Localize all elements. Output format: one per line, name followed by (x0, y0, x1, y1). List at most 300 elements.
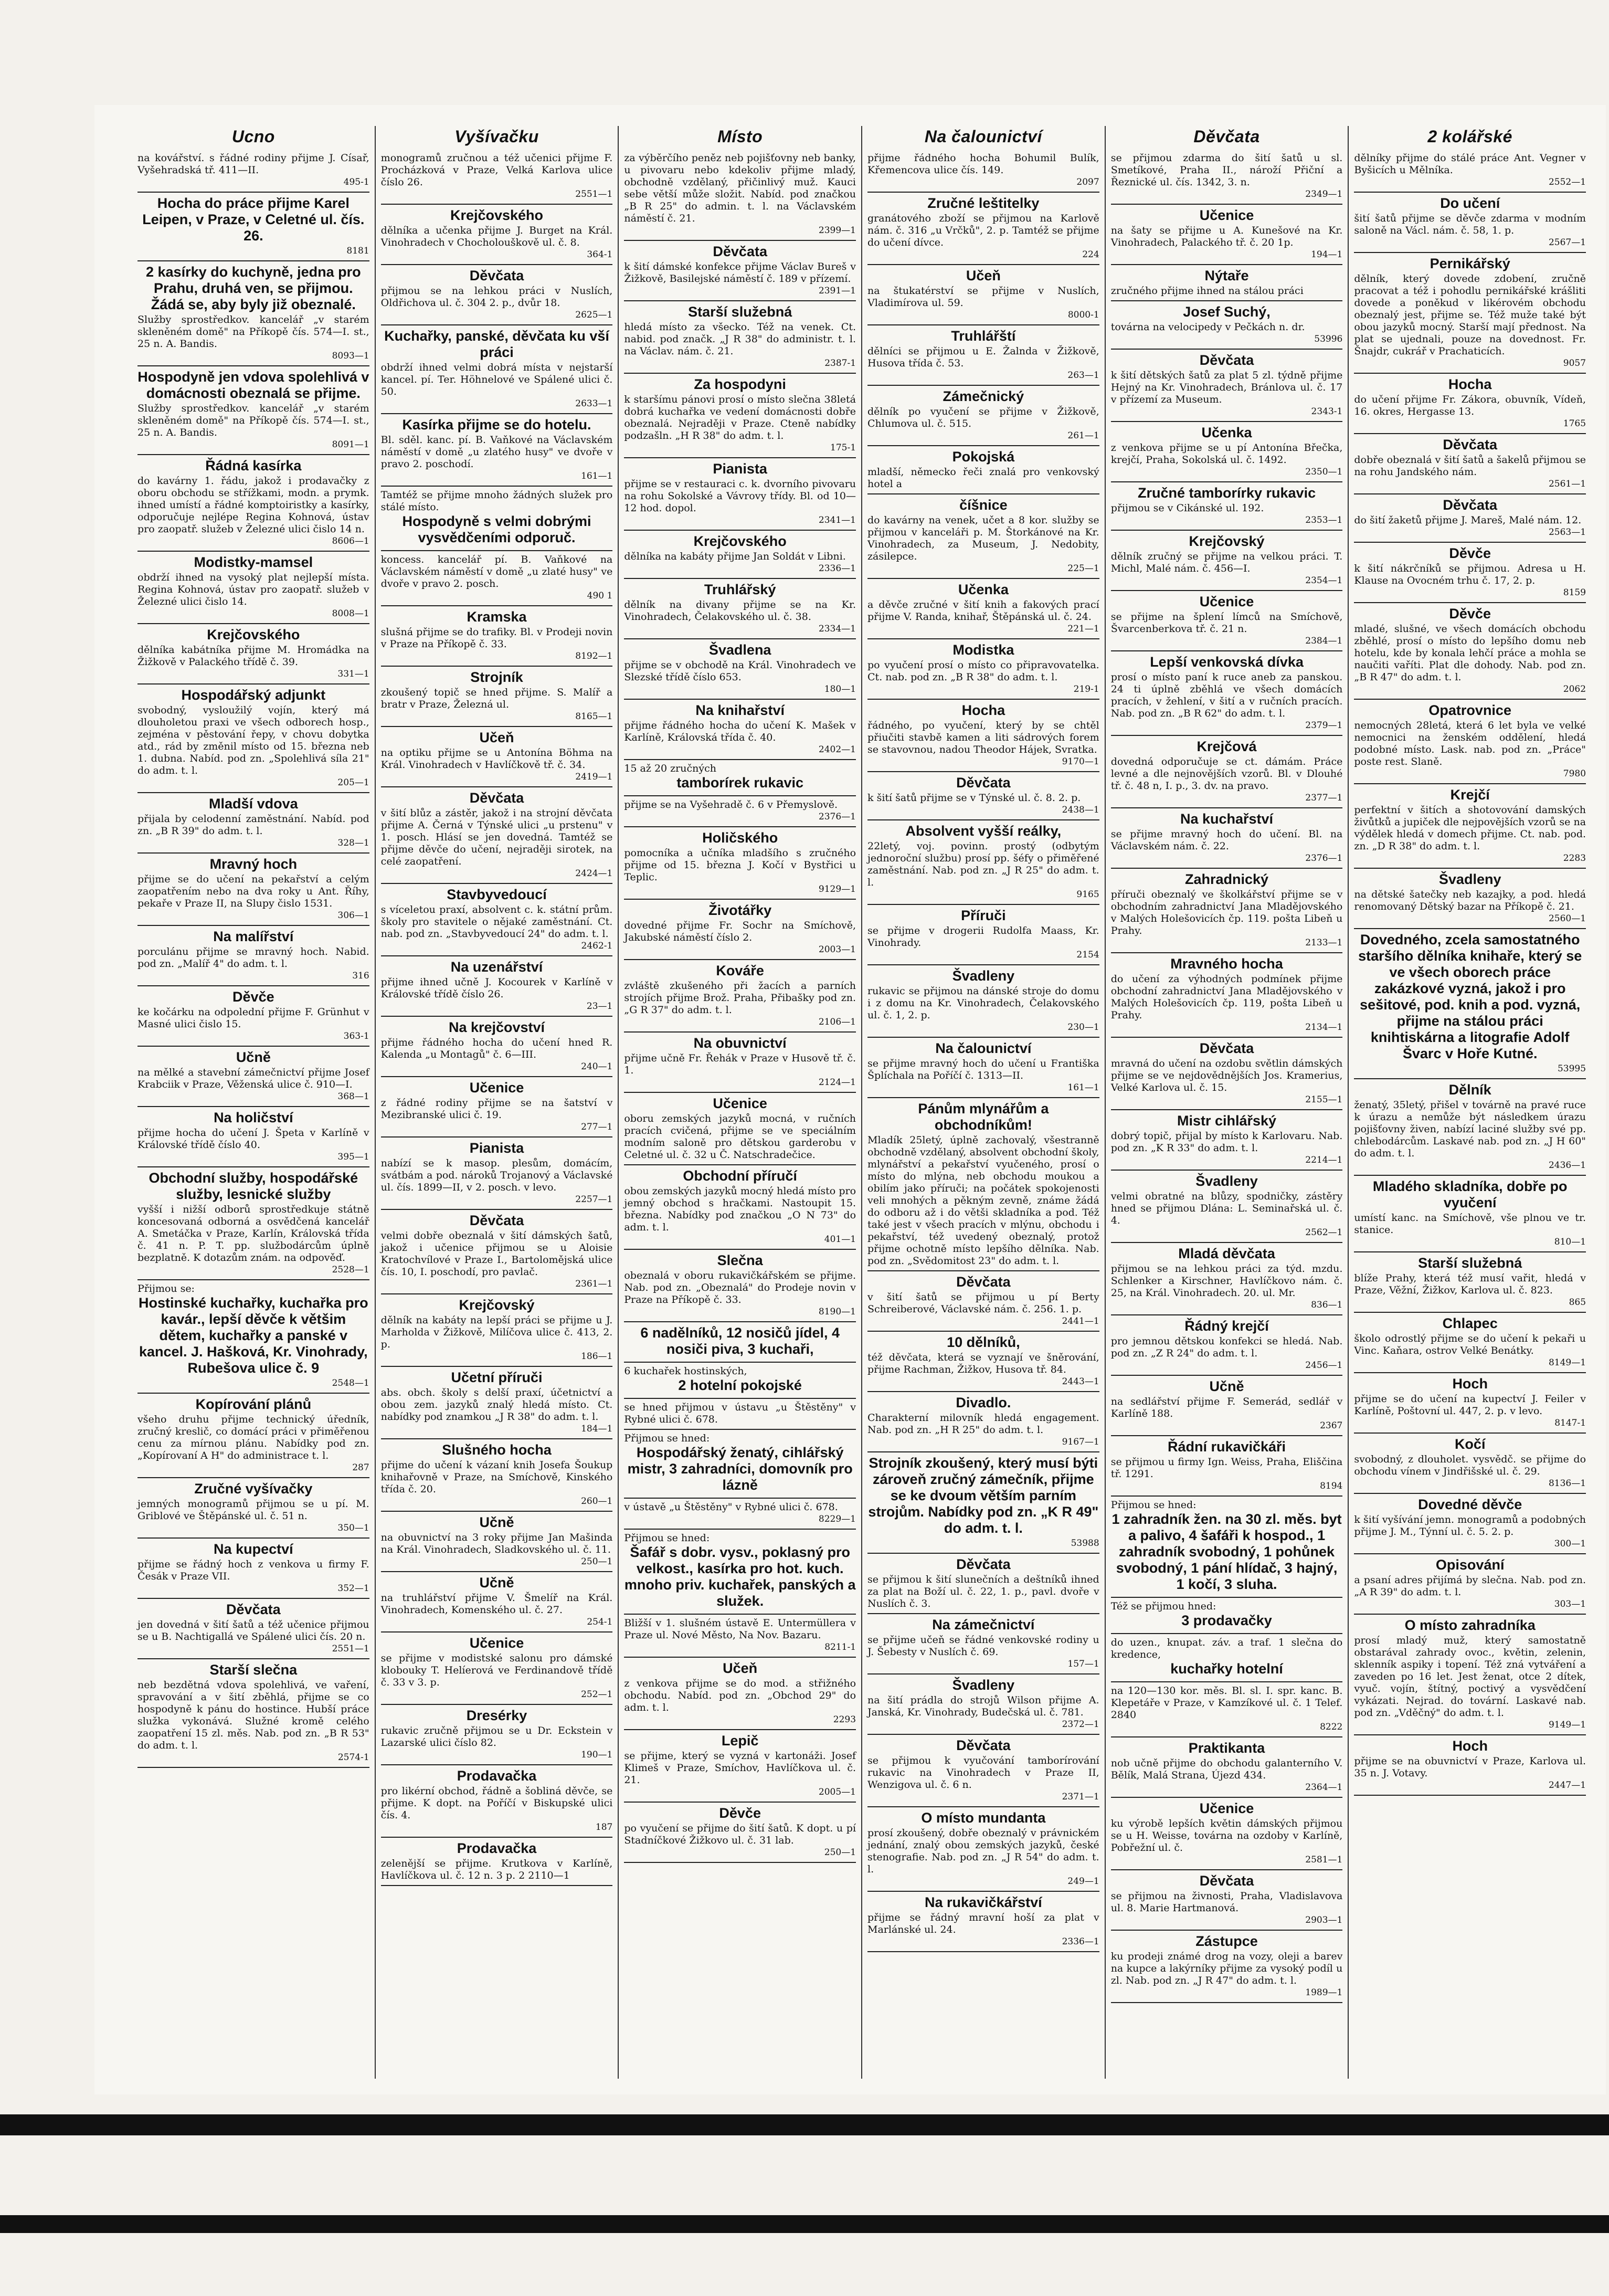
classified-ad (1111, 1110, 1343, 1171)
ad-reference-number: 2567—1 (1548, 237, 1586, 248)
ad-reference-number: 2552—1 (1548, 177, 1586, 187)
classified-ad (624, 301, 856, 374)
ad-body-text: a děvče zručné v šití knih a fakových prací přijme V. Randa, knihař, Štěpánská ul. č. 24. (867, 599, 1099, 623)
ad-heading: Obchodní služby, hospodářské služby, lesnické služby (149, 1170, 358, 1202)
ad-body-text: se přijmou na živnosti, Praha, Vladislavova ul. 8. Marie Hartmanová. (1110, 1890, 1343, 1914)
ad-reference-number: 250—1 (581, 1556, 613, 1567)
ad-reference-number: 8229—1 (818, 1514, 856, 1524)
classified-ad (381, 727, 613, 787)
ad-heading: Švadleny (952, 1677, 1015, 1693)
column-heading: Děvčata (1193, 127, 1260, 146)
ad-heading: Učeň (723, 1660, 758, 1676)
ad-reference-number: 250—1 (824, 1847, 856, 1858)
classified-ad (381, 150, 613, 205)
ad-reference-number: 9170—1 (1062, 756, 1099, 767)
ad-reference-number: 53988 (1071, 1538, 1099, 1549)
ad-reference-number: 2134—1 (1305, 1022, 1343, 1033)
ad-reference-number: 836—1 (1311, 1300, 1343, 1310)
ad-reference-number: 277—1 (581, 1122, 613, 1132)
classified-ad (1111, 301, 1343, 350)
ad-column-4 (861, 126, 1105, 2079)
ad-body-text: řádného, po vyučení, který by se chtěl přiučiti stavbě kamen a liti sádrových forem se stavovnou, nadou Theodor Hájek, Svratka. (867, 720, 1099, 755)
ad-body-text: přijala by celodenní zaměstnání. Nabíd. pod zn. „B R 39" do adm. t. l. (137, 813, 369, 837)
ad-heading: Učenice (469, 1080, 524, 1096)
ad-reference-number: 2155—1 (1305, 1094, 1343, 1105)
classified-ad (1111, 1682, 1343, 1737)
ad-reference-number: 2336—1 (818, 563, 856, 574)
ad-reference-number: 2391—1 (818, 286, 856, 296)
ad-body-text: rukavic zručně přijmou se u Dr. Eckstein v Lazarské ulici číslo 82. (380, 1725, 613, 1749)
classified-ad (867, 494, 1099, 579)
ad-heading: Mistr cihlářský (1177, 1113, 1277, 1129)
ad-body-text: v ústavě „u Štěstěny" v Rybné ulici č. 678. (624, 1501, 838, 1513)
classified-ad (1354, 494, 1586, 543)
ad-heading: Zručné tamborírky rukavic (1137, 485, 1316, 501)
ad-heading: Krejčovského (693, 533, 787, 549)
ad-body-text: přijme řádného hocha Bohumil Bulík, Křemencova ulice čís. 149. (867, 152, 1099, 176)
ad-body-text: s víceletou praxí, absolvent c. k. státní prům. školy pro stavitele o nějaké zaměstnání. Ct. nab. pod zn. „Stavbyvedoucí 24" do adm. t. l. (380, 904, 613, 940)
ad-body-text: na optiku přijme se u Antonína Böhma na Král. Vinohradech v Havlíčkově tř. č. 34. (380, 747, 613, 771)
classified-ad (624, 900, 856, 960)
ad-body-text: dělník, který dovede zdobení, zručně pracovat a též i pohodlu pernikářské krášliti dovede a poněkud v likérovém obchodu obeznalý jest, přijme se. Též muže také být obou jazyků mocný. Starší mají přednost. Na plat se ujednali, pouze na dovednost. Fr. Šnajdr, cukrář v Prachaticích. (1354, 273, 1586, 357)
classified-ad (381, 487, 613, 551)
ad-heading: Na kuchařství (1180, 811, 1274, 827)
ad-reference-number: 2399—1 (818, 225, 856, 236)
ad-body-text: na obuvnictví na 3 roky přijme Jan Mašinda na Král. Vinohradech, Sladkovského ul. č. 11. (380, 1532, 613, 1555)
classified-ad (1111, 1798, 1343, 1870)
classified-ad (381, 414, 613, 487)
ad-heading: Děvčata (713, 244, 767, 259)
ad-reference-number: 2003—1 (818, 944, 856, 955)
ad-reference-number: 2438—1 (1062, 805, 1099, 815)
classified-ad (624, 579, 856, 639)
classified-ad (624, 700, 856, 760)
ad-body-text: na šití prádla do strojů Wilson přijme A. Janská, Kr. Vinohrady, Budečská ul. č. 781. (867, 1694, 1099, 1718)
classified-ad (867, 1614, 1099, 1674)
ad-heading: Modistka (952, 642, 1014, 658)
ad-heading: Švadleny (1438, 871, 1501, 887)
ad-heading: 10 dělníků, (947, 1334, 1020, 1350)
ad-reference-number: 2371—1 (1062, 1792, 1099, 1802)
ad-body-text: k šití šatů přijme se v Týnské ul. č. 8. 2. p. (867, 792, 1081, 804)
ad-column-5 (1105, 126, 1348, 2079)
ad-heading: Řádný krejčí (1184, 1318, 1269, 1334)
ad-body-text: 22letý, voj. povinn. prostý (odbytým jednoroční službu) prosí pp. šéfy o přiměřené zaměstnání. Nab. pod zn. „J R 25" do adm. t. l. (867, 840, 1099, 888)
ad-reference-number: 252—1 (581, 1689, 613, 1700)
ad-heading: Josef Suchý, (1183, 304, 1271, 320)
classified-ad (1354, 1079, 1586, 1176)
ad-body-text: dobrý topič, přijal by místo k Karlovaru. Nab. pod zn. „K R 33" do adm. t. l. (1110, 1130, 1343, 1154)
ad-body-text: se přijmou zdarma do šití šatů u sl. Smetíkové, Praha II., nároží Přiční a Řeznické ul. čís. 1342, 3. n. (1110, 152, 1343, 188)
ad-reference-number: 331—1 (337, 669, 369, 679)
ad-reference-number: 53996 (1314, 334, 1343, 344)
ad-reference-number: 186—1 (581, 1351, 613, 1362)
ad-body-text: obdrží ihned velmi dobrá místa v nejstarší kancel. pí. Ter. Höhnelové ve Spálené ulici č. 50. (380, 362, 613, 397)
ad-body-text: monogramů zručnou a též učenici přijme F. Procházková v Praze, Velká Karlova ulice číslo 26. (380, 152, 613, 188)
ad-heading: Krejčovského (450, 207, 544, 223)
ad-heading: Zástupce (1195, 1933, 1258, 1949)
classified-ad (137, 1478, 369, 1539)
ad-body-text: do učení za výhodných podmínek přijme obchodní zahradnictví Jana Mladějovského v Malých Holešovicích čp. 119, pošta Libeň u Prahy. (1110, 973, 1343, 1021)
ad-heading: Učně (1209, 1378, 1244, 1394)
ad-reference-number: 2443—1 (1062, 1376, 1099, 1387)
ad-reference-number: 2367 (1320, 1420, 1343, 1431)
ad-heading: Pánům mlynářům a obchodníkům! (918, 1101, 1049, 1133)
ad-reference-number: 2257—1 (575, 1194, 613, 1205)
classified-ad (867, 1392, 1099, 1452)
ad-reference-number: 328—1 (337, 838, 369, 848)
ad-body-text: svobodný, z dlouholet. vysvědč. se přijme do obchodu vínem v Jindřišské ul. č. 29. (1354, 1454, 1586, 1477)
ad-heading: kuchařky hotelní (1170, 1661, 1283, 1677)
ad-lead-text: Též se přijmou hned: (1110, 1600, 1216, 1612)
ad-lead-text: 6 kuchařek hostinských, (624, 1365, 747, 1377)
ad-reference-number: 230—1 (1067, 1022, 1099, 1033)
ad-reference-number: 8190—1 (818, 1307, 856, 1317)
ad-heading: Obchodní příručí (683, 1168, 797, 1184)
classified-ad (1111, 808, 1343, 869)
ad-heading: Lepič (721, 1733, 759, 1749)
ad-heading: tamborírek rukavic (676, 775, 803, 791)
ad-reference-number: 2097 (1076, 177, 1099, 187)
ad-column-1 (132, 126, 375, 2079)
ad-heading: Kasírka přijme se do hotelu. (402, 417, 591, 433)
ad-reference-number: 2353—1 (1305, 515, 1343, 525)
ad-body-text: k šití dětských šatů za plat 5 zl. týdně přijme Hejný na Kr. Vinohradech, Bránlova ul. č. 17 v přízemí za Museum. (1110, 370, 1343, 405)
ad-reference-number: 7980 (1563, 768, 1586, 779)
classified-ad (1354, 1252, 1586, 1313)
ad-body-text: do učení přijme Fr. Zákora, obuvník, Vídeň, 16. okres, Hergasse 13. (1354, 394, 1586, 417)
ad-heading: Kočí (1454, 1436, 1486, 1452)
ad-reference-number: 2283 (1563, 853, 1586, 863)
ad-heading: Švadleny (1195, 1173, 1258, 1189)
ad-reference-number: 8159 (1563, 587, 1586, 598)
ad-reference-number: 224 (1082, 249, 1099, 260)
ad-body-text: abs. obch. školy s delší praxí, účetnictví a obou zem. jazyků znalý hledá místo. Ct. nabídky pod znamkou „J R 38" do adm. t. l. (380, 1387, 613, 1423)
ad-heading: 6 nadělníků, 12 nosičů jídel, 4 nosiči piva, 3 kuchaři, (640, 1325, 840, 1357)
classified-ad (867, 1554, 1099, 1614)
scan-edge-bar (0, 2114, 1609, 2135)
ad-reference-number: 9149—1 (1548, 1720, 1586, 1730)
ad-body-text: přijme se v restauraci c. k. dvorního pivovaru na rohu Sokolské a Vávrovy třídy. Bl. od 10—12 hod. dopol. (624, 478, 856, 514)
ad-body-text: Bl. sděl. kanc. pí. B. Vaňkové na Václavském náměstí v domě „u zlatého husy" ve dvoře v pravo 2. poschodí. (380, 434, 613, 470)
ad-body-text: na štukatérství se přijme v Nuslích, Vladimírova ul. 59. (867, 285, 1099, 309)
classified-ad (1354, 784, 1586, 869)
classified-ad (1111, 150, 1343, 205)
ad-body-text: dělník na divany přijme se na Kr. Vinohradech, Čelakovského ul. č. 38. (624, 599, 856, 623)
ad-body-text: přijme řádného hocha do učení K. Mašek v Karlíně, Královská třída č. 40. (624, 720, 856, 743)
ad-heading: Mravný hoch (209, 856, 298, 872)
ad-body-text: po vyučení se přijme do šití šatů. K dopt. u pí Stadníčkové Žižkovo ul. č. 31 lab. (624, 1823, 856, 1846)
ad-reference-number: 8149—1 (1548, 1357, 1586, 1368)
ad-body-text: umístí kanc. na Smíchově, vše plnou ve tr. stanice. (1354, 1212, 1586, 1236)
classified-ad (624, 960, 856, 1033)
ad-body-text: se přijme učeň se řádné venkovské rodiny u J. Šebesty v Nuslích č. 69. (867, 1634, 1099, 1658)
ad-heading: Zručné leštitelky (927, 195, 1040, 211)
ad-body-text: mravná do učení na ozdobu světlin dámských přijme se ve nejdovědnějších Jos. Kramerius, Velké Karlova ul. č. 15. (1110, 1058, 1343, 1093)
ad-reference-number: 2574-1 (337, 1752, 369, 1763)
ad-reference-number: 2214—1 (1305, 1155, 1343, 1165)
ad-heading: Kopírování plánů (195, 1396, 312, 1412)
ad-heading: Na malířství (213, 929, 294, 944)
ad-body-text: ke kočárku na odpolední přijme F. Grünhut v Masné ulici čislo 15. (137, 1006, 369, 1030)
ad-heading: Praktikanta (1188, 1740, 1265, 1756)
classified-ad (137, 854, 369, 926)
classified-ad (1111, 1634, 1343, 1682)
ad-reference-number: 2372—1 (1062, 1719, 1099, 1730)
classified-ad (137, 366, 369, 455)
ad-body-text: Bližší v 1. slušném ústavě E. Untermüllera v Praze ul. Nové Město, Na Nov. Bazaru. (624, 1617, 856, 1641)
classified-ad (867, 193, 1099, 265)
ad-reference-number: 2005—1 (818, 1787, 856, 1797)
scan-edge-bar-lower (0, 2215, 1609, 2233)
ad-body-text: na sedlářství přijme F. Semerád, sedlář v Karlíně 188. (1110, 1396, 1343, 1419)
ad-reference-number: 2124—1 (818, 1077, 856, 1088)
classified-ad (867, 1735, 1099, 1807)
classified-ad (381, 1439, 613, 1512)
ad-body-text: přijme ihned učně J. Kocourek v Karlíně v Královské třídě číslo 26. (380, 976, 613, 1000)
ad-heading: Děvčata (956, 775, 1011, 791)
classified-ad (1354, 434, 1586, 494)
classified-ad (624, 1499, 856, 1530)
classified-ad (137, 926, 369, 986)
ad-heading: Modistky-mamsel (194, 554, 313, 570)
classified-ad (137, 624, 369, 684)
classified-ad (867, 772, 1099, 820)
ad-heading: Děvče (1449, 606, 1491, 622)
ad-body-text: k staršímu pánovi prosí o místo slečna 38letá dobrá kuchařka ve vedení domácnosti dobře obeznalá. Nejraději v Praze. Cteně nabídky podzašln. „H R 38" do adm. t. l. (624, 394, 856, 441)
ad-reference-number: 175-1 (830, 443, 856, 453)
ad-reference-number: 2903—1 (1305, 1915, 1343, 1925)
ad-body-text: nob učně přijme do obchodu galanterního V. Bělík, Malá Strana, Újezd 434. (1110, 1757, 1343, 1781)
classified-ad (624, 639, 856, 700)
ad-heading: O místo mundanta (921, 1810, 1046, 1826)
classified-ad (381, 1077, 613, 1138)
classified-ad (624, 374, 856, 458)
classified-ad (381, 1294, 613, 1367)
classified-ad (381, 265, 613, 325)
ad-body-text: k šití dámské konfekce přijme Václav Bureš v Žižkově, Basilejské náměstí č. 189 v přízemí. (624, 261, 856, 285)
ad-reference-number: 8165—1 (575, 711, 613, 722)
classified-ad (624, 458, 856, 531)
ad-body-text: ku prodeji známé drog na vozy, oleji a barev na kupce a lakýrníky přijme za vysoký podíl u zl. Nab. pod zn. „J R 47" do adm. t. l. (1110, 1951, 1343, 1986)
ad-heading: Na krejčovství (448, 1019, 545, 1035)
ad-reference-number: 9057 (1563, 358, 1586, 368)
ad-heading: Pianista (713, 461, 767, 477)
ad-heading: 1 zahradník žen. na 30 zl. měs. byt a palivo, 4 šafáři k hospod., 1 zahradník svobodný, 1 pohůnek svobodný, 1 pání hlídač, 3 hajný, 1 kočí, 3 sluha. (1112, 1511, 1342, 1592)
ad-reference-number: 2350—1 (1305, 467, 1343, 477)
ad-reference-number: 254-1 (587, 1617, 613, 1627)
classified-ad (624, 1803, 856, 1863)
ad-body-text: k šití nákrčníků se přijmou. Adresa u H. Klause na Ovocném trhu č. 17, 2. p. (1354, 563, 1586, 586)
ad-reference-number: 352—1 (337, 1583, 369, 1594)
classified-ad (381, 1512, 613, 1572)
ad-body-text: přijme se do učení na pekařství a celým zaopatřením nebo na dva roky u Ant. Říhy, pekaře v Praze II, na Slupy čislo 1531. (137, 873, 369, 909)
ad-reference-number: 161—1 (581, 471, 613, 481)
ad-body-text: se přijme, který se vyzná v kartonáži. Josef Klimeš v Praze, Smíchov, Havlíčkova ul. č. 21. (624, 1750, 856, 1786)
ad-reference-number: 53995 (1557, 1063, 1586, 1074)
ad-lead-text: 15 až 20 zručných (624, 763, 716, 774)
ad-heading: Na rukavičkářství (925, 1894, 1042, 1910)
ad-body-text: zvláště zkušeného při žacích a parních strojích přijme Brož. Praha, Přibašky pod zn. „G R 37" do adm. t. l. (624, 980, 856, 1016)
ad-reference-number: 2349—1 (1305, 189, 1343, 199)
ad-heading: 3 prodavačky (1181, 1613, 1272, 1628)
ad-heading: Učenice (1199, 594, 1254, 609)
ad-heading: Děvčata (1443, 437, 1497, 452)
classified-ad (381, 325, 613, 414)
ad-body-text: prosí o místo paní k ruce aneb za panskou. 24 ti úplně zběhlá ve všech domácích pracích, v žehlení, v šití a v ručních pracích. Nab. pod zn. „B R 62" do adm. t. l. (1110, 671, 1343, 719)
column-heading: 2 kolářské (1427, 127, 1512, 146)
classified-ad (867, 150, 1099, 193)
classified-ad (1111, 531, 1343, 591)
classified-ad (624, 1322, 856, 1363)
classified-ad (1354, 374, 1586, 434)
ad-reference-number: 2343-1 (1311, 406, 1343, 417)
ad-reference-number: 2528—1 (332, 1265, 369, 1275)
ad-body-text: na kovářství. s řádné rodiny přijme J. Císař, Vyšehradská tř. 411—II. (137, 152, 369, 176)
ad-heading: Hoch (1452, 1376, 1488, 1392)
ad-body-text: všeho druhu přijme technický úředník, zručný kreslič, co domácí práci v přiměřenou cenu za mírnou plánu. Nabídky pod zn. „Kopírovaní A H" do administrace t. l. (137, 1414, 369, 1461)
ad-heading: Děvče (232, 989, 274, 1005)
ad-heading: O místo zahradníka (1404, 1617, 1536, 1633)
ad-reference-number: 221—1 (1067, 624, 1099, 634)
ad-reference-number: 368—1 (337, 1091, 369, 1102)
classified-ad (1354, 253, 1586, 374)
ad-heading: Pernikářský (1430, 256, 1510, 271)
classified-ad (624, 1658, 856, 1730)
ad-reference-number: 401—1 (824, 1234, 856, 1245)
ad-reference-number: 2625—1 (575, 310, 613, 320)
ad-heading: Krejčovský (1189, 533, 1265, 549)
ad-heading: Mravného hocha (1170, 956, 1283, 972)
ad-heading: Na kupectví (214, 1541, 293, 1557)
ad-reference-number: 2341—1 (818, 515, 856, 525)
ad-heading: Hocha (1448, 376, 1492, 392)
ad-body-text: v šití blůz a zástěr, jakož i na strojní děvčata přijme A. Černá v Týnské ulici „u prstenu" v 1. posch. Hlásí se jen dovedná. Tamtéž se přijme děvče do učení, nejraději sirotek, na celé zaopatření. (380, 807, 613, 867)
ad-heading: Prodavačka (457, 1768, 537, 1784)
ad-reference-number: 184—1 (581, 1424, 613, 1434)
classified-ad (137, 684, 369, 793)
ad-body-text: jen dovedná v šití šatů a též učenice přijmou se u B. Nachtigallá ve Spálené ulici čís. 20 n. (137, 1619, 369, 1642)
ad-body-text: na mělké a stavební zámečnictví přijme Josef Krabciik v Praze, Věženská ulice č. 910—I. (137, 1067, 369, 1090)
classified-ad (381, 1017, 613, 1077)
classified-ad (624, 1165, 856, 1250)
ad-body-text: do kavárny na venek, učet a 8 kor. služby se přijmou v kanceláři p. M. Štorkánové na Kr. Vinohradech, za Museum, J. Nedobity, zásilepce. (867, 514, 1099, 562)
ad-heading: Děvčata (226, 1602, 281, 1617)
ad-body-text: dělníka na kabáty přijme Jan Soldát v Libni. (624, 551, 846, 562)
ad-body-text: dobře obeznalá v šití šatů a šakelů přijmou se na rohu Jandského nám. (1354, 454, 1586, 478)
ad-reference-number: 2293 (833, 1714, 856, 1725)
ad-reference-number: 2361—1 (575, 1279, 613, 1289)
ad-lead-text: Přijmou se hned: (1110, 1499, 1197, 1511)
ad-heading: Hospodářský adjunkt (181, 687, 326, 703)
ad-body-text: dělníci se přijmou u E. Žalnda v Žižkově, Husova třída č. 53. (867, 345, 1099, 369)
ad-heading: Kováře (716, 963, 764, 978)
ad-heading: Starší služebná (688, 304, 792, 320)
ad-heading: Mladá děvčata (1178, 1246, 1275, 1261)
ad-lead-text: do uzen., knupat. záv. a traf. 1 slečna do kredence, (1110, 1637, 1343, 1660)
ad-reference-number: 2354—1 (1305, 575, 1343, 586)
ad-reference-number: 8222 (1320, 1722, 1343, 1732)
classified-ad (624, 241, 856, 301)
ad-heading: Divadlo. (956, 1395, 1011, 1410)
ad-reference-number: 8211-1 (824, 1642, 856, 1652)
ad-body-text: a psaní adres přijímá by slečna. Nab. pod zn. „A R 39" do adm. t. l. (1354, 1574, 1586, 1598)
ad-body-text: prosí zkoušený, dobře obeznalý v právnickém jednání, znalý obou zemských jazyků, české stenografie. Nab. pod zn. „J R 54" do adm. t. l. (867, 1827, 1099, 1875)
ad-reference-number: 8136—1 (1548, 1478, 1586, 1489)
ad-heading: Učně (236, 1049, 271, 1065)
classified-ad (1354, 869, 1586, 929)
ad-reference-number: 180—1 (824, 684, 856, 694)
ad-heading: Starší slečna (209, 1662, 298, 1678)
ad-heading: Děvčata (1199, 1873, 1254, 1889)
ad-reference-number: 8091—1 (332, 439, 369, 450)
ad-heading: Děvčata (469, 268, 524, 283)
ad-reference-number: 260—1 (581, 1496, 613, 1507)
ad-body-text: k šití vyšívání jemn. monogramů a podobných přijme J. M., Týnní ul. č. 5. 2. p. (1354, 1514, 1586, 1537)
ad-heading: Učeň (966, 268, 1001, 283)
classified-ad (1111, 482, 1343, 531)
ad-body-text: z venkova přijme se u pí Antonína Břečka, krejčí, Praha, Sokolská ul. č. 1492. (1110, 442, 1343, 466)
ad-heading: Za hospodyni (694, 376, 786, 392)
ad-column-3 (618, 126, 861, 2079)
classified-ad (1354, 543, 1586, 603)
ad-column-2 (375, 126, 618, 2079)
ad-body-text: nemocných 28letá, která 6 let byla ve velké nemocnici na ženském oddělení, hledá podobné místo. Lask. nab. pod zn. „Práce" poste rest. Slaně. (1354, 720, 1586, 767)
ad-heading: Děvčata (469, 790, 524, 806)
classified-ad (867, 820, 1099, 905)
ad-body-text: přijme se v obchodě na Král. Vinohradech ve Slezské třídě číslo 653. (624, 659, 856, 683)
classified-ad (1111, 350, 1343, 422)
ad-heading: Hocha do práce přijme Karel Leipen, v Praze, v Celetné ul. čís. 26. (142, 195, 365, 244)
classified-ad (867, 265, 1099, 325)
ad-body-text: dovedné přijme Fr. Sochr na Smíchově, Jakubské náměstí číslo 2. (624, 920, 856, 943)
ad-heading: Dělník (1448, 1082, 1491, 1098)
ad-heading: Lepší venkovská dívka (1150, 654, 1304, 670)
ad-reference-number: 316 (352, 971, 369, 981)
ad-heading: Učně (479, 1514, 514, 1530)
ad-body-text: Služby sprostředkov. kancelář „v starém skleněném domě" na Příkopě čís. 574—I. st., 25 n. A. Bandis. (137, 314, 369, 350)
ad-body-text: velmi obratné na blůzy, spodničky, zástěry hned se přijmou Dlána: L. Seminařská ul. č. 4. (1110, 1191, 1343, 1226)
ad-body-text: též děvčata, která se vyznají ve šněrování, přijme Rachman, Žižkov, Husova tř. 84. (867, 1352, 1099, 1375)
ad-heading: Dovedné děvče (1418, 1497, 1522, 1512)
ad-reference-number: 2376—1 (818, 812, 856, 822)
ad-reference-number: 2106—1 (818, 1017, 856, 1027)
classified-ad (1354, 1615, 1586, 1735)
ad-reference-number: 364-1 (587, 249, 613, 260)
ad-heading: Pianista (469, 1140, 524, 1156)
ad-heading: Pokojská (952, 449, 1015, 465)
ad-body-text: zručného přijme ihned na stálou práci (1110, 285, 1304, 297)
ad-body-text: přijme se na Vyšehradě č. 6 v Přemyslově. (624, 799, 838, 810)
classified-ad (624, 1615, 856, 1658)
ad-body-text: mladé, slušné, ve všech domácích obchodu zběhlé, prosí o místo do lepšího domu neb hotelu, kde by konala lehčí práce a mohla se naučiti vaříti. Plat dle dohody. Nab. pod zn. „B R 47" do adm. t. l. (1354, 623, 1586, 683)
column-heading: Vyšívačku (454, 127, 539, 146)
classified-ad (381, 1765, 613, 1838)
ad-heading: Hospodyně jen vdova spolehlivá v domácnosti obeznalá se přijme. (137, 369, 369, 401)
ad-reference-number: 157—1 (1067, 1659, 1099, 1669)
ad-heading: Hoch (1452, 1738, 1488, 1754)
ad-body-text: přijme se řádný hoch z venkova u firmy F. Česák v Praze VII. (137, 1558, 369, 1582)
ad-reference-number: 8147-1 (1554, 1418, 1586, 1428)
ad-reference-number: 219-1 (1073, 684, 1099, 694)
classified-ad (1111, 736, 1343, 808)
ad-heading: Absolvent vyšší reálky, (905, 823, 1062, 839)
classified-ad (624, 1033, 856, 1093)
classified-ad (1354, 150, 1586, 193)
ad-body-text: z řádné rodiny přijme se na šatství v Mezibranské ulici č. 19. (380, 1097, 613, 1121)
ad-body-text: přijme se řádný mravní hoší za plat v Marlánské ul. 24. (867, 1912, 1099, 1935)
ad-heading: Švadlena (708, 642, 771, 658)
